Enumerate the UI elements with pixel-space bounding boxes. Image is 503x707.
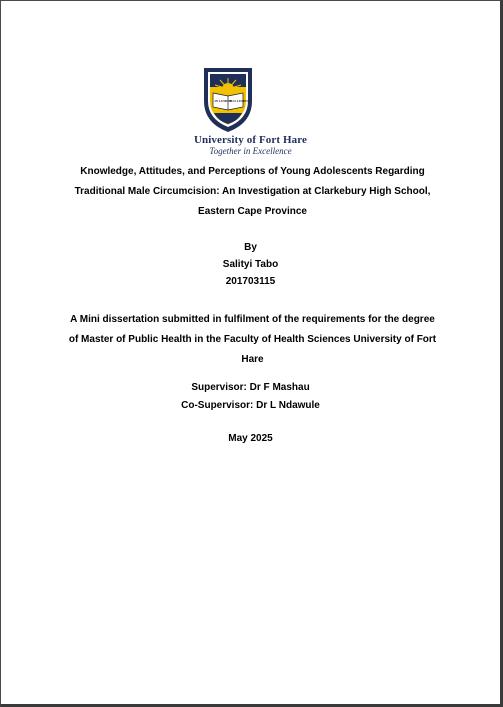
supervisor: Supervisor: Dr F Mashau xyxy=(191,382,310,393)
submission-statement xyxy=(49,310,456,370)
co-supervisor: Co-Supervisor: Dr L Ndawule xyxy=(181,400,320,411)
institution-name: University of Fort Hare xyxy=(194,134,307,146)
by-label: By xyxy=(244,242,257,253)
title-line: Traditional Male Circumcision: An Investigation at Clarkebury High School, xyxy=(74,186,431,197)
supervisors-block xyxy=(1,379,500,415)
dissertation-title xyxy=(31,162,474,222)
crest-ribbon-right: TUO LUMEN xyxy=(229,99,249,103)
title-line: Knowledge, Attitudes, and Perceptions of Young Adolescents Regarding xyxy=(80,166,425,177)
submission-line: Hare xyxy=(241,354,264,365)
author-name: Salityi Tabo xyxy=(222,259,279,270)
student-number: 201703115 xyxy=(225,276,276,287)
submission-line: of Master of Public Health in the Faculty of Health Sciences University of Fort xyxy=(68,334,437,345)
title-line: Eastern Cape Province xyxy=(198,206,307,217)
university-crest-logo xyxy=(202,67,254,133)
crest-ribbon-left: IN LUMINE xyxy=(214,99,232,103)
submission-date: May 2025 xyxy=(228,433,273,444)
institution-motto: Together in Excellence xyxy=(209,146,292,156)
submission-line: A Mini dissertation submitted in fulfilment of the requirements for the degree xyxy=(70,314,435,325)
author-block xyxy=(1,239,500,290)
